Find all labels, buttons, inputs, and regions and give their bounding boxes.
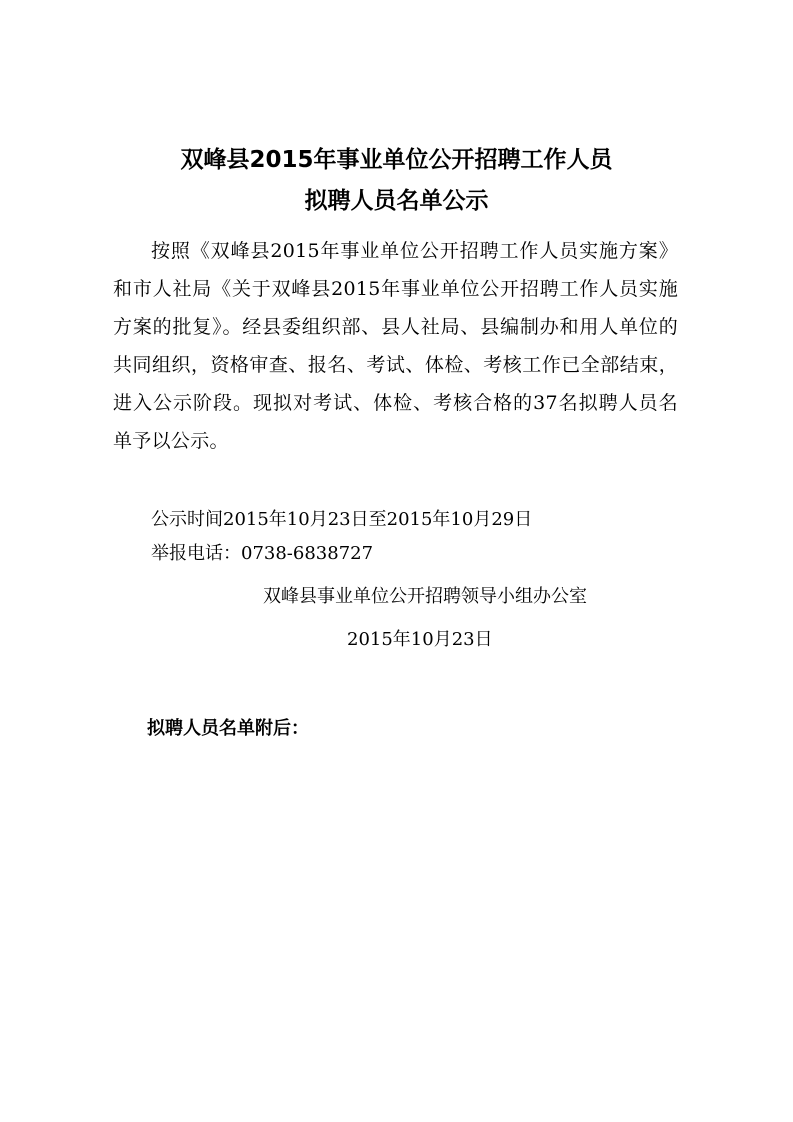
publicity-period: 公示时间2015年10月23日至2015年10月29日 bbox=[151, 509, 533, 530]
document-title-line-1: 双峰县2015年事业单位公开招聘工作人员 bbox=[180, 147, 613, 173]
issuing-office: 双峰县事业单位公开招聘领导小组办公室 bbox=[263, 586, 587, 607]
report-phone: 举报电话：0738-6838727 bbox=[151, 543, 374, 564]
document-title-line-2: 拟聘人员名单公示 bbox=[304, 188, 489, 214]
issue-date: 2015年10月23日 bbox=[347, 629, 493, 650]
notice-body-paragraph: 按照《双峰县2015年事业单位公开招聘工作人员实施方案》和市人社局《关于双峰县2015年事业单位公开招聘工作人员实施方案的批复》。经县委组织部、县人社局、县编制办和用人单位的共同组织，资格审查、报名、考试、体检、考核工作已全部结束，进入公示阶段。现拟对考试、体检、考核合格的37名拟聘人员名单予以公示。 bbox=[113, 240, 678, 452]
appendix-note: 拟聘人员名单附后： bbox=[147, 718, 309, 739]
